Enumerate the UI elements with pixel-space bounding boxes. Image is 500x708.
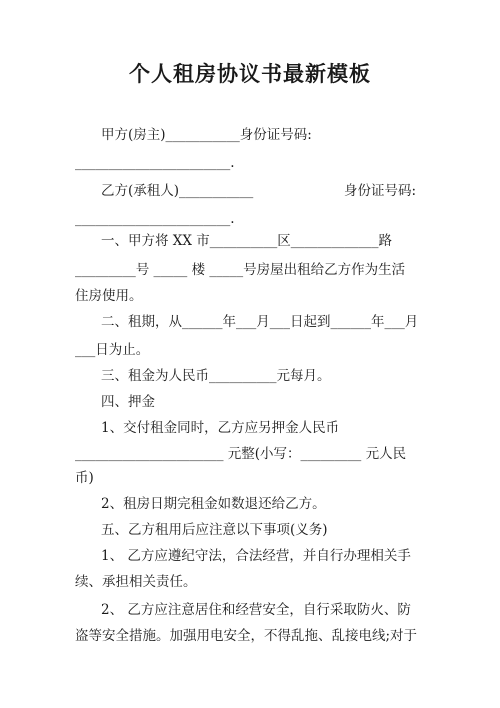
party-a-id-blank: _______________________. (75, 155, 235, 171)
clause-2-line-1: 二、租期，从______年___月___日起到______年___月 (101, 314, 419, 330)
clause-5-heading: 五、乙方租用后应注意以下事项(义务) (101, 522, 328, 538)
clause-4-item-1-line-3: 币) (75, 470, 94, 486)
party-b-id-blank: _______________________. (75, 211, 235, 227)
clause-5-item-1-line-1: 1、 乙方应遵纪守法，合法经营，并自行办理相关手 (101, 548, 411, 564)
clause-4-item-2: 2、租房日期完租金如数退还给乙方。 (101, 496, 326, 512)
clause-2-line-2: ___日为止。 (75, 342, 150, 358)
party-b-id-label: 身份证号码: (344, 183, 417, 199)
clause-5-item-2-line-2: 盗等安全措施。加强用电安全，不得乱拖、乱接电线;对于 (75, 628, 418, 644)
party-a-line: 甲方(房主)___________身份证号码: (101, 127, 312, 143)
document-title: 个人租房协议书最新模板 (129, 62, 371, 86)
clause-5-item-2-line-1: 2、 乙方应注意居住和经营安全，自行采取防火、防 (101, 602, 411, 618)
clause-1-line-3: 住房使用。 (75, 288, 143, 304)
clause-1-line-1: 一、甲方将 XX 市__________区_____________路 (101, 233, 393, 249)
party-b-line: 乙方(承租人)___________ (101, 183, 254, 199)
clause-3-line: 三、租金为人民币__________元每月。 (101, 368, 331, 384)
clause-1-line-2: _________号 _____ 楼 _____号房屋出租给乙方作为生活 (75, 262, 406, 278)
clause-4-item-1-line-2: ______________________ 元整(小写：_________ 元人民 (75, 446, 407, 462)
clause-5-item-1-line-2: 续、承担相关责任。 (75, 574, 197, 590)
clause-4-heading: 四、押金 (101, 394, 155, 410)
clause-4-item-1-line-1: 1、交付租金同时，乙方应另押金人民币 (101, 420, 340, 436)
